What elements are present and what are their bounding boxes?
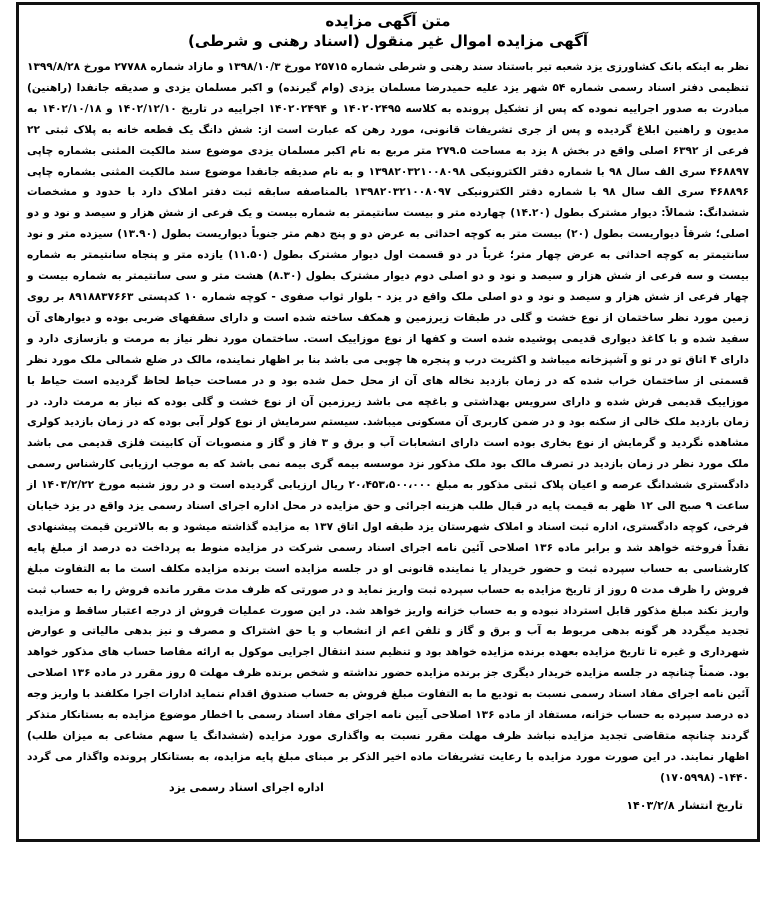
notice-title: متن آگهی مزایده bbox=[325, 12, 451, 30]
notice-frame bbox=[16, 2, 760, 842]
issuing-office: اداره اجرای اسناد رسمی یزد bbox=[169, 781, 324, 794]
notice-subtitle: آگهی مزایده اموال غیر منقول (اسناد رهنی و شرطی) bbox=[187, 32, 589, 50]
publish-date: تاریخ انتشار ۱۴۰۳/۲/۸ bbox=[626, 799, 743, 812]
notice-body: نظر به اینکه بانک کشاورزی یزد شعبه تیر باستناد سند رهنی و شرطی شماره ۲۵۷۱۵ مورخ ۱۳۹۸/۱۰/۳ و مازاد شماره ۲۷۷۸۸ مورخ ۱۳۹۹/۸/۲۸ تنظیمی دفتر اسناد رسمی شماره ۵۴ شهر یزد علیه حمیدرضا مسلمان یزدی (وام گیرنده) و اکبر مسلمان یزدی و صدیقه جانفدا (راهنین) مبادرت به صدور اجراییه نموده که پس از تشکیل پرونده به کلاسه ۱۴۰۲۰۲۴۹۵ و ۱۴۰۲۰۲۴۹۴ اجراییه در تاریخ ۱۴۰۲/۱۲/۱۰ و ۱۴۰۲/۱۰/۱۸ به مدیون و راهنین ابلاغ گردیده و پس از جری تشریفات قانونی، مورد رهن که عبارت است از: شش دانگ یک قطعه خانه به پلاک ثبتی ۲۲ فرعی از ۶۳۹۲ اصلی واقع در بخش ۸ یزد به مساحت ۲۷۹.۵ متر مربع به نام اکبر مسلمان یزدی موضوع سند مالکیت المثنی بشماره چاپی ۴۶۸۸۹۷ سری الف سال ۹۸ با شماره دفتر الکترونیکی ۱۳۹۸۲۰۳۲۱۰۰۸۰۹۸ و به نام صدیقه جانفدا موضوع سند مالکیت المثنی بشماره چاپی ۴۶۸۸۹۶ سری الف سال ۹۸ با شماره دفتر الکترونیکی ۱۳۹۸۲۰۳۲۱۰۰۸۰۹۷ بالمناصفه سابقه ثبت دفتر املاک دارد با حدود و مشخصات ششدانگ: شمالاً: دیوار مشترک بطول (۱۴.۲۰) چهارده متر و بیست سانتیمتر به شماره بیست و یک فرعی از شش هزار و سیصد و نود و دو اصلی؛ شرقاً دیواریست بطول (۲۰) بیست متر به کوچه احداثی به عرض دو و پنج دهم متر جنوباً دیواریست بطول (۱۳.۹۰) سیزده متر و نود سانتیمتر به کوچه احداثی به عرض چهار متر؛ غرباً در دو قسمت اول دیوار مشترک بطول (۱۱.۵۰) یازده متر و پنجاه سانتیمتر به شماره بیست و سه فرعی از شش هزار و سیصد و نود و دو اصلی دوم دیوار مشترک بطول (۸.۳۰) هشت متر و سی سانتیمتر به شماره بیست و چهار فرعی از شش هزار و سیصد و نود و دو اصلی ملک واقع در یزد - بلوار ثواب صفوی - کوچه شماره ۱۰ کدپستی ۸۹۱۸۸۳۷۶۶۳ بر روی زمین مورد نظر ساختمان از نوع خشت و گلی در طبقات زیرزمین و همکف ساخته شده است و دارای سقفهای ضربی بوده و دیوارهای آن سفید شده و با کاغذ دیواری قدیمی پوشیده شده است و کفها از نوع موزاییک است. ساختمان مورد نظر نیاز به مرمت و بازسازی دارد و دارای ۴ اتاق تو در تو و آشپزخانه میباشد و اکثریت درب و پنجره ها چوبی می باشد بنا بر اظهار نماینده، مالک در ضلع شمالی ملک مورد نظر قسمتی از ساختمان خراب شده که در زمان بازدید نخاله های آن از محل حمل شده بود و در مساحت حیاط لحاظ گردیده است حیاط با موزاییک قدیمی فرش شده و دارای سرویس بهداشتی و باغچه می باشد زیرزمین آن از نوع خشت و گلی بوده که نیاز به مرمت دارد. در زمان بازدید ملک خالی از سکنه بود و در ضمن کاربری آن مسکونی میباشد. سیستم سرمایش از نوع کولر آبی بوده که در زمان بازدید کولری مشاهده نگردید و گرمایش از نوع بخاری بوده است دارای انشعابات آب و برق و ۳ فاز و گاز و منصوبات آن کابینت فلزی قدیمی می باشد ملک مورد نظر در زمان بازدید در تصرف مالک بود ملک مذکور نزد موسسه بیمه گری بیمه نمی باشد که به موجب ارزیابی کارشناس رسمی دادگستری ششدانگ عرصه و اعیان پلاک ثبتی مذکور به مبلغ ۲۰،۴۵۳،۵۰۰،۰۰۰ ریال ارزیابی گردیده است و در روز شنبه مورخ ۱۴۰۳/۲/۲۲ از ساعت ۹ صبح الی ۱۲ ظهر به قیمت پایه در قبال طلب هزینه اجرائی و حق مزایده در محل اداره اجرای اسناد رسمی یزد واقع در یزد خیابان فرخی، کوچه دادگستری، اداره ثبت اسناد و املاک شهرستان یزد طبقه اول اتاق ۱۳۷ به مزایده گذاشته میشود و به بالاترین قیمت پیشنهادی نقداً فروخته خواهد شد و برابر ماده ۱۳۶ اصلاحی آئین نامه اجرای اسناد رسمی شرکت در مزایده منوط به پرداخت ده درصد از مبلغ پایه کارشناسی به حساب سپرده ثبت و حضور خریدار یا نماینده قانونی او در جلسه مزایده است برنده مزایده مکلف است ما به التفاوت مبلغ فروش را ظرف مدت ۵ روز از تاریخ مزایده به حساب سپرده ثبت واریز نماید و در صورتی که ظرف مدت مقرر مانده فروش را به حساب ثبت واریز نکند مبلغ مذکور قابل استرداد نبوده و به حساب خزانه واریز خواهد شد. در این صورت عملیات فروش از درجه اعتبار ساقط و مزایده تجدید میگردد هر گونه بدهی مربوط به آب و برق و گاز و تلفن اعم از انشعاب و یا حق اشتراک و مصرف و نیز بدهی مالیاتی و عوارض شهرداری و غیره تا تاریخ مزایده بعهده برنده مزایده خواهد بود و تنظیم سند انتقال اجرایی موکول به ارائه مفاصا حساب های مذکور خواهد بود. ضمناً چنانچه در جلسه مزایده خریدار دیگری جز برنده مزایده حضور نداشته و شخص برنده ظرف مهلت ۵ روز مقرر در ماده ۱۳۶ اصلاحی آئین نامه اجرای مفاد اسناد رسمی نسبت به تودیع ما به التفاوت مبلغ فروش به حساب صندوق اقدام ننماید ادارات اجرا مکلفند با واریز وجه ده درصد سپرده به حساب خزانه، مستفاد از ماده ۱۳۶ اصلاحی آیین نامه اجرای مفاد اسناد رسمی با اخطار موضوع مزایده به بستانکار متذکر گردند چنانچه متقاضی تجدید مزایده نباشد ظرف مهلت مقرر نسبت به واگذاری مورد مزایده (ششدانگ یا سهم مشاعی به میزان طلب) اظهار نمایند. در این صورت مورد مزایده با رعایت تشریفات ماده اخیر الذکر بر مبنای مبلغ پایه مزایده، به بستانکار پرونده واگذار می گردد ۱۴۴۰- (۱۷۰۵۹۹۸) bbox=[27, 61, 750, 784]
